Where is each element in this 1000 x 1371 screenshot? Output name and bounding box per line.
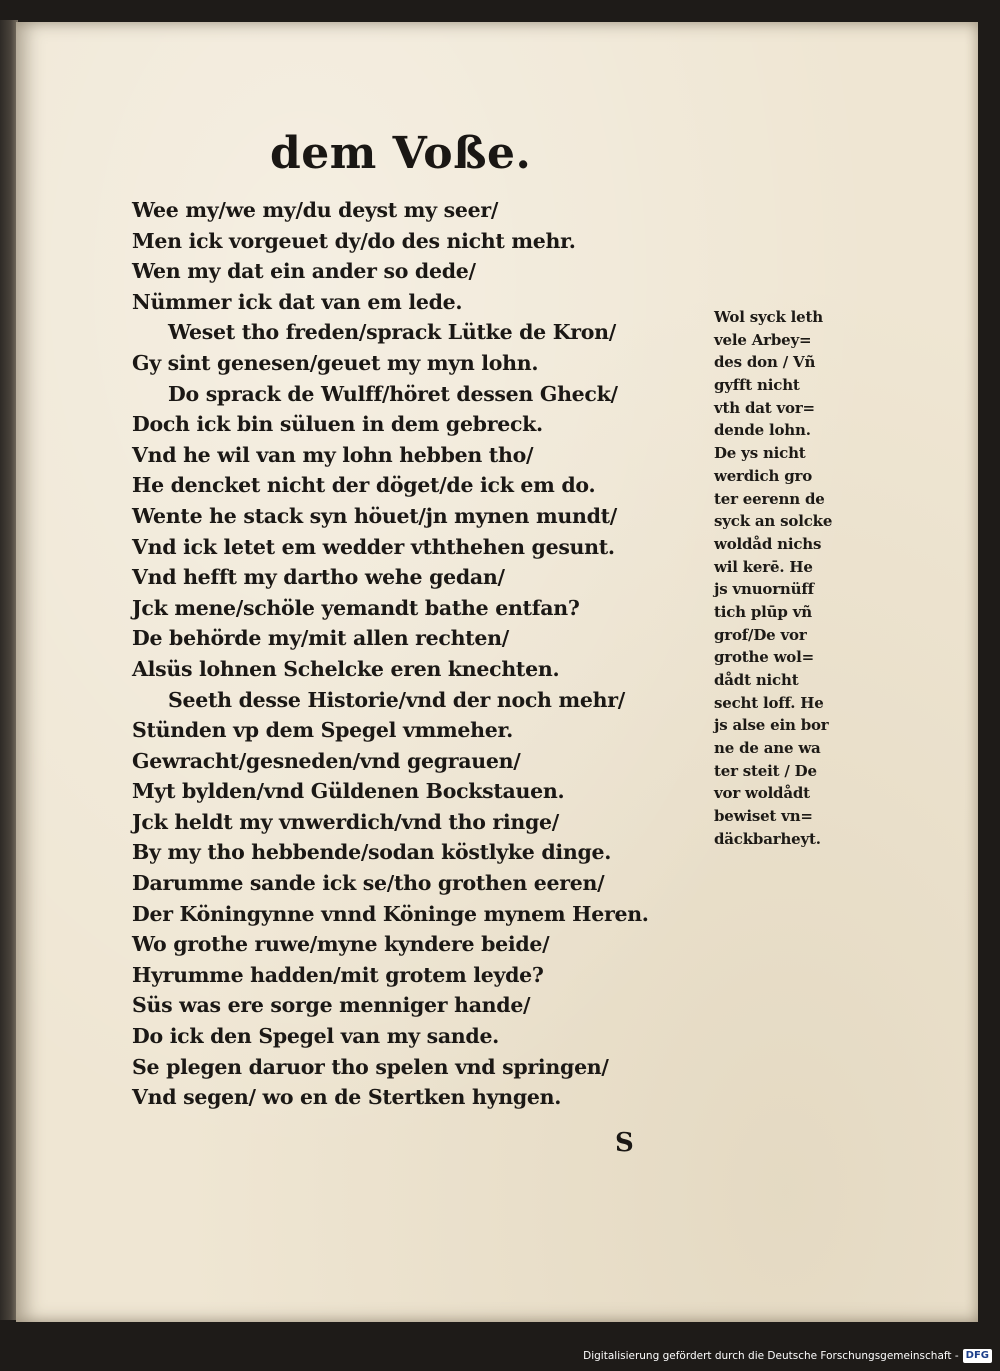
gloss-line: syck an solcke [714, 512, 833, 531]
verse-line: Weset tho freden/sprack Lütke de Kron/ [168, 320, 616, 345]
verse-line: Wente he stack syn höuet/jn mynen mundt/ [132, 503, 617, 528]
verse-line: Vnd segen/ wo en de Stertken hyngen. [132, 1085, 562, 1110]
gloss-line: dende lohn. [714, 421, 811, 440]
verse-line: Doch ick bin süluen in dem gebreck. [132, 412, 543, 437]
verse-line: De behörde my/mit allen rechten/ [132, 626, 509, 651]
verse-line: Wo grothe ruwe/myne kyndere beide/ [132, 932, 550, 957]
gloss-line: Wol syck leth [714, 308, 823, 326]
gloss-line: tich plūp vñ [714, 602, 812, 621]
gloss-line: js vnuornüff [714, 580, 814, 599]
verse-line: Alsüs lohnen Schelcke eren knechten. [132, 656, 560, 681]
verse-line: Seeth desse Historie/vnd der noch mehr/ [168, 687, 625, 712]
verse-text-column [132, 195, 692, 1113]
gloss-line: dådt nicht [714, 671, 799, 689]
verse-line: Jck heldt my vnwerdich/vnd tho ringe/ [132, 809, 559, 834]
verse-line: Darumme sande ick se/tho grothen eeren/ [132, 871, 605, 896]
gloss-line: ter eerenn de [714, 489, 825, 508]
verse-line: Gewracht/gesneden/vnd gegrauen/ [132, 748, 521, 773]
gloss-line: vth dat vor= [714, 398, 815, 417]
signature-mark: S [615, 1128, 634, 1158]
verse-line: Gy sint genesen/geuet my myn lohn. [132, 350, 539, 375]
verse-line: Süs was ere sorge menniger hande/ [132, 993, 531, 1018]
gloss-line: ter steit / De [714, 761, 817, 780]
verse-line: Der Köningynne vnnd Köninge mynem Heren. [132, 901, 649, 926]
verse-line: Stünden vp dem Spegel vmmeher. [132, 718, 513, 743]
gloss-line: js alse ein bor [714, 716, 829, 735]
gloss-line: wil kerē. He [714, 557, 813, 576]
gloss-line: werdich gro [714, 466, 813, 485]
verse-line: Nümmer ick dat van em lede. [132, 289, 463, 314]
credit-text: Digitalisierung gefördert durch die Deutsche Forschungsgemeinschaft - [583, 1350, 959, 1362]
verse-line: Hyrumme hadden/mit grotem leyde? [132, 962, 544, 987]
verse-line: Do sprack de Wulff/höret dessen Gheck/ [168, 381, 618, 406]
gloss-line: grof/De vor [714, 625, 807, 644]
verse-line: Vnd hefft my dartho wehe gedan/ [132, 565, 505, 590]
dfg-logo-icon: DFG [963, 1349, 992, 1363]
gloss-line: grothe wol= [714, 648, 814, 667]
gloss-line: secht loff. He [714, 693, 824, 712]
gloss-line: woldåd nichs [714, 534, 822, 553]
verse-line: Wee my/we my/du deyst my seer/ [132, 198, 499, 222]
gloss-line: De ys nicht [714, 444, 806, 463]
gloss-line: bewiset vn= [714, 807, 813, 826]
page-header: dem Voße. [270, 128, 532, 179]
verse-line: Vnd ick letet em wedder vththehen gesunt. [132, 534, 615, 559]
gloss-line: des don / Vñ [714, 353, 816, 372]
digitization-credit [583, 1347, 992, 1365]
gloss-line: däckbarheyt. [714, 829, 821, 848]
verse-line: Myt bylden/vnd Güldenen Bockstauen. [132, 779, 565, 804]
verse-line: Se plegen daruor tho spelen vnd springen/ [132, 1054, 609, 1079]
verse-line: Men ick vorgeuet dy/do des nicht mehr. [132, 228, 576, 253]
gloss-line: ne de ane wa [714, 739, 821, 758]
gloss-line: vele Arbey= [714, 330, 812, 349]
verse-line: Jck mene/schöle yemandt bathe entfan? [132, 595, 580, 620]
verse-line: By my tho hebbende/sodan köstlyke dinge. [132, 840, 612, 865]
gloss-line: gyfft nicht [714, 376, 800, 395]
verse-line: He dencket nicht der döget/de ick em do. [132, 473, 596, 498]
verse-line: Vnd he wil van my lohn hebben tho/ [132, 442, 534, 467]
gloss-line: vor woldådt [714, 784, 810, 803]
verse-line: Wen my dat ein ander so dede/ [132, 259, 476, 284]
verse-line: Do ick den Spegel van my sande. [132, 1024, 500, 1049]
marginal-gloss [714, 306, 864, 851]
